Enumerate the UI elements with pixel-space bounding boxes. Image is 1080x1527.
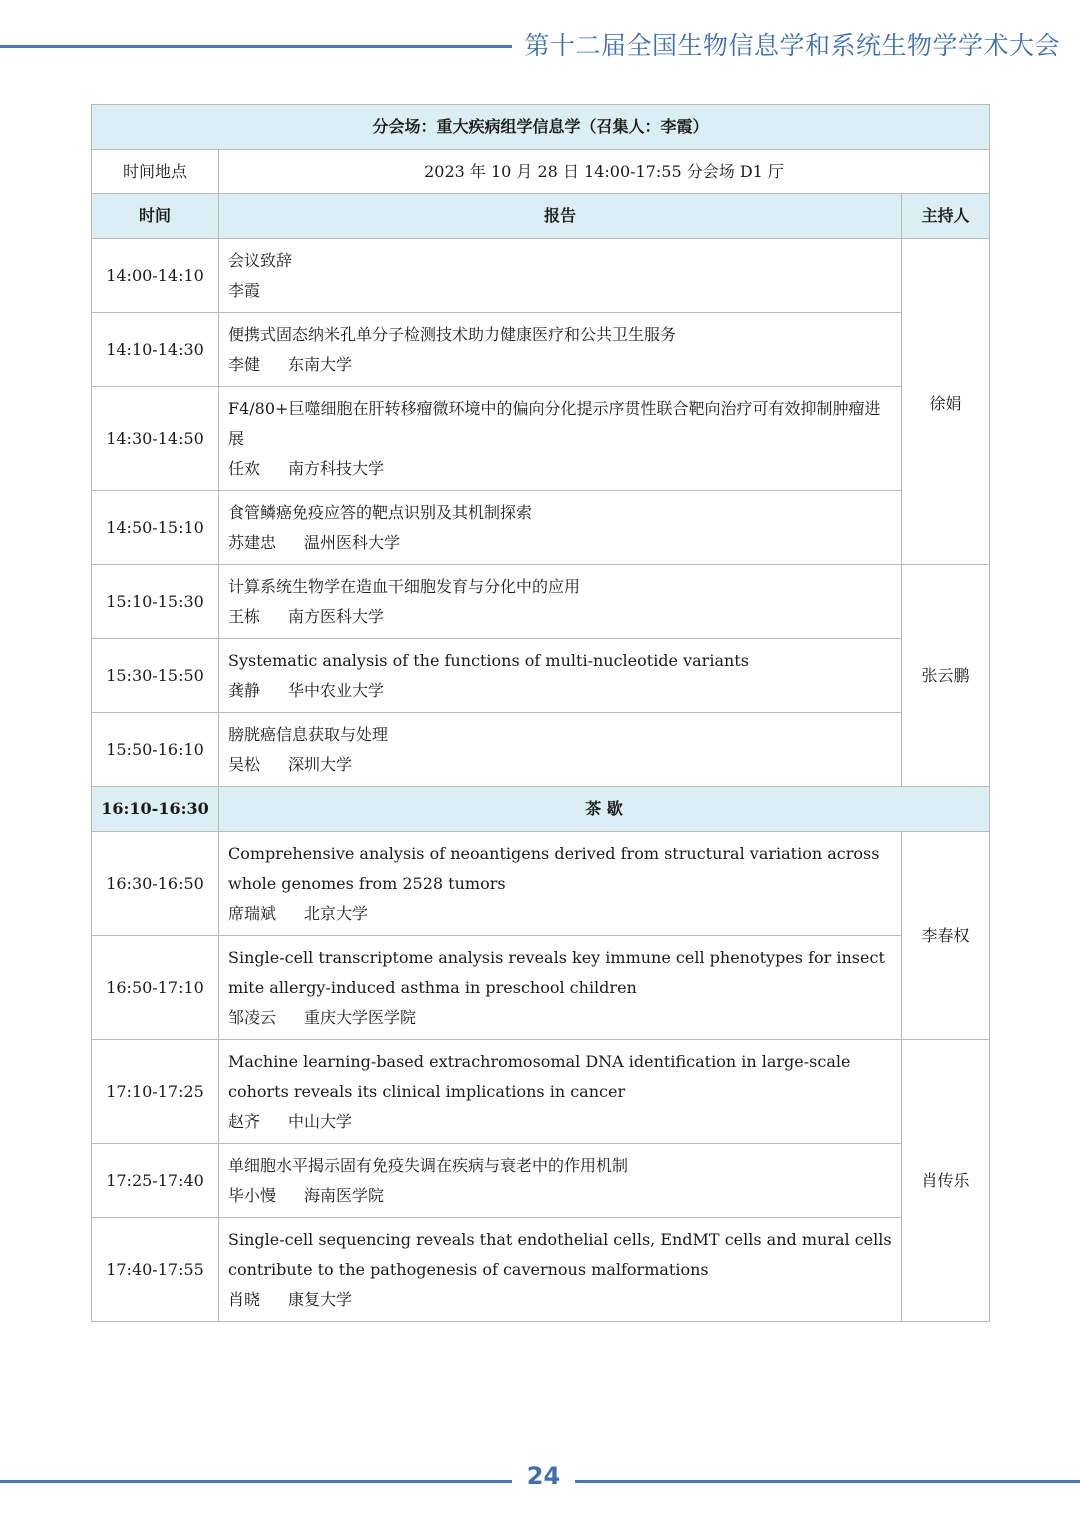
speaker-institution: 东南大学 bbox=[288, 354, 353, 374]
talk-title: 膀胱癌信息获取与处理 bbox=[228, 724, 389, 744]
talk-author bbox=[228, 1285, 893, 1315]
talk-title: Comprehensive analysis of neoantigens derived from structural variation across whole genomes from 2528 tumors bbox=[228, 843, 880, 893]
talk-author bbox=[228, 899, 893, 929]
session-host: 李春权 bbox=[902, 832, 990, 1040]
speaker-institution: 康复大学 bbox=[288, 1289, 353, 1309]
speaker-institution: 深圳大学 bbox=[288, 754, 353, 774]
talk-time: 17:10-17:25 bbox=[92, 1040, 219, 1144]
speaker-name: 李健 bbox=[228, 354, 261, 374]
table-row bbox=[92, 1144, 990, 1218]
speaker-name: 李霞 bbox=[228, 280, 261, 300]
table-row bbox=[92, 1218, 990, 1322]
speaker-name: 毕小慢 bbox=[228, 1185, 277, 1205]
talk-report bbox=[219, 313, 902, 387]
talk-author bbox=[228, 1003, 893, 1033]
talk-time: 17:25-17:40 bbox=[92, 1144, 219, 1218]
talk-author bbox=[228, 350, 893, 380]
session-host: 肖传乐 bbox=[902, 1040, 990, 1322]
talk-time: 14:50-15:10 bbox=[92, 491, 219, 565]
session-title: 分会场：重大疾病组学信息学（召集人：李霞） bbox=[92, 105, 990, 150]
talk-author bbox=[228, 454, 893, 484]
table-row bbox=[92, 936, 990, 1040]
speaker-name: 龚静 bbox=[228, 680, 261, 700]
speaker-name: 吴松 bbox=[228, 754, 261, 774]
talk-report bbox=[219, 565, 902, 639]
session-schedule-table bbox=[91, 104, 990, 1322]
page-number: 24 bbox=[526, 1462, 561, 1490]
talk-report bbox=[219, 1040, 902, 1144]
time-place-value: 2023 年 10 月 28 日 14:00-17:55 分会场 D1 厅 bbox=[219, 150, 990, 194]
column-header-host: 主持人 bbox=[902, 194, 990, 239]
talk-author bbox=[228, 750, 893, 780]
talk-report bbox=[219, 239, 902, 313]
table-row bbox=[92, 313, 990, 387]
talk-time: 14:10-14:30 bbox=[92, 313, 219, 387]
table-row bbox=[92, 832, 990, 936]
table-row bbox=[92, 639, 990, 713]
session-title-row bbox=[92, 105, 990, 150]
speaker-name: 王栋 bbox=[228, 606, 261, 626]
speaker-name: 赵齐 bbox=[228, 1111, 261, 1131]
talk-title: Single-cell transcriptome analysis reveals key immune cell phenotypes for insect mite allergy-induced asthma in preschool children bbox=[228, 947, 885, 997]
talk-time: 17:40-17:55 bbox=[92, 1218, 219, 1322]
talk-title: 便携式固态纳米孔单分子检测技术助力健康医疗和公共卫生服务 bbox=[228, 324, 677, 344]
talk-title: 会议致辞 bbox=[228, 250, 293, 270]
header-rule bbox=[0, 45, 512, 48]
speaker-institution: 温州医科大学 bbox=[304, 532, 401, 552]
column-header-row bbox=[92, 194, 990, 239]
column-header-time: 时间 bbox=[92, 194, 219, 239]
speaker-name: 肖晓 bbox=[228, 1289, 261, 1309]
speaker-institution: 南方医科大学 bbox=[288, 606, 385, 626]
talk-author bbox=[228, 1181, 893, 1211]
talk-title: 单细胞水平揭示固有免疫失调在疾病与衰老中的作用机制 bbox=[228, 1155, 629, 1175]
talk-report bbox=[219, 491, 902, 565]
talk-report bbox=[219, 713, 902, 787]
talk-time: 15:30-15:50 bbox=[92, 639, 219, 713]
session-host: 徐娟 bbox=[902, 239, 990, 565]
conference-title: 第十二届全国生物信息学和系统生物学学术大会 bbox=[524, 31, 1060, 60]
talk-report bbox=[219, 1144, 902, 1218]
table-row bbox=[92, 239, 990, 313]
footer-rule-left bbox=[0, 1480, 512, 1483]
talk-author bbox=[228, 528, 893, 558]
talk-author bbox=[228, 276, 893, 306]
speaker-institution: 中山大学 bbox=[288, 1111, 353, 1131]
table-row bbox=[92, 491, 990, 565]
break-label: 茶 歇 bbox=[219, 787, 990, 832]
time-place-row bbox=[92, 150, 990, 194]
speaker-name: 苏建忠 bbox=[228, 532, 277, 552]
break-time: 16:10-16:30 bbox=[92, 787, 219, 832]
talk-title: Systematic analysis of the functions of multi-nucleotide variants bbox=[228, 650, 749, 670]
speaker-name: 邹凌云 bbox=[228, 1007, 277, 1027]
talk-author bbox=[228, 1107, 893, 1137]
talk-report bbox=[219, 639, 902, 713]
time-place-label: 时间地点 bbox=[92, 150, 219, 194]
table-row bbox=[92, 1040, 990, 1144]
talk-time: 16:50-17:10 bbox=[92, 936, 219, 1040]
table-row bbox=[92, 713, 990, 787]
footer-rule-right bbox=[575, 1480, 1080, 1483]
talk-time: 15:50-16:10 bbox=[92, 713, 219, 787]
talk-time: 14:30-14:50 bbox=[92, 387, 219, 491]
break-row bbox=[92, 787, 990, 832]
speaker-institution: 海南医学院 bbox=[304, 1185, 385, 1205]
talk-title: 计算系统生物学在造血干细胞发育与分化中的应用 bbox=[228, 576, 581, 596]
talk-time: 14:00-14:10 bbox=[92, 239, 219, 313]
talk-title: F4/80+巨噬细胞在肝转移瘤微环境中的偏向分化提示序贯性联合靶向治疗可有效抑制肿瘤进展 bbox=[228, 398, 881, 448]
talk-title: Machine learning-based extrachromosomal DNA identification in large-scale cohorts reveals its clinical implications in cancer bbox=[228, 1051, 851, 1101]
talk-report bbox=[219, 936, 902, 1040]
table-row bbox=[92, 565, 990, 639]
talk-report bbox=[219, 1218, 902, 1322]
talk-author bbox=[228, 676, 893, 706]
speaker-name: 席瑞斌 bbox=[228, 903, 277, 923]
talk-report bbox=[219, 387, 902, 491]
table-row bbox=[92, 387, 990, 491]
speaker-name: 任欢 bbox=[228, 458, 261, 478]
talk-time: 15:10-15:30 bbox=[92, 565, 219, 639]
talk-title: 食管鳞癌免疫应答的靶点识别及其机制探索 bbox=[228, 502, 533, 522]
speaker-institution: 重庆大学医学院 bbox=[304, 1007, 417, 1027]
column-header-report: 报告 bbox=[219, 194, 902, 239]
talk-report bbox=[219, 832, 902, 936]
speaker-institution: 北京大学 bbox=[304, 903, 369, 923]
session-host: 张云鹏 bbox=[902, 565, 990, 787]
talk-author bbox=[228, 602, 893, 632]
talk-title: Single-cell sequencing reveals that endothelial cells, EndMT cells and mural cells contribute to the pathogenesis of cavernous malformations bbox=[228, 1229, 892, 1279]
talk-time: 16:30-16:50 bbox=[92, 832, 219, 936]
speaker-institution: 华中农业大学 bbox=[288, 680, 385, 700]
speaker-institution: 南方科技大学 bbox=[288, 458, 385, 478]
